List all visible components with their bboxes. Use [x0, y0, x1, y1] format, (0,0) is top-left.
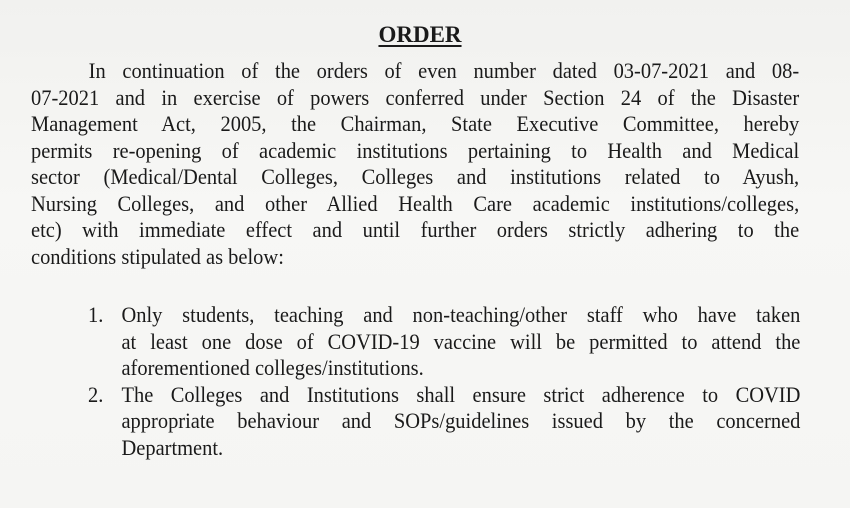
- conditions-list: [88, 302, 800, 461]
- order-title: ORDER: [378, 22, 462, 47]
- condition-item: [88, 382, 800, 462]
- paragraph-line: In continuation of the orders of even number dated 03-07-2021 and 08-: [88, 58, 800, 83]
- paragraph-line: 07-2021 and in exercise of powers conferred under Section 24 of the Disaster: [31, 84, 800, 110]
- condition-item: [88, 302, 800, 382]
- condition-line: Department.: [121, 434, 224, 460]
- paragraph-line: etc) with immediate effect and until further orders strictly adhering to the: [31, 217, 800, 242]
- paragraph-line: sector (Medical/Dental Colleges, Colleges and institutions related to Ayush,: [31, 164, 800, 189]
- condition-line: appropriate behaviour and SOPs/guidelines issued by the concerned: [121, 408, 801, 433]
- condition-line: at least one dose of COVID-19 vaccine will be permitted to attend the: [121, 328, 801, 354]
- paragraph-line: Management Act, 2005, the Chairman, State Executive Committee, hereby: [31, 111, 800, 136]
- condition-number: 1.: [88, 302, 104, 327]
- paragraph-line: permits re-opening of academic institutions pertaining to Health and Medical: [31, 137, 800, 163]
- condition-line: The Colleges and Institutions shall ensure strict adherence to COVID: [121, 381, 801, 407]
- paragraph-line: conditions stipulated as below:: [31, 243, 284, 269]
- condition-number: 2.: [88, 381, 104, 407]
- order-paragraph: [31, 58, 799, 270]
- paragraph-line: Nursing Colleges, and other Allied Health Care academic institutions/colleges,: [31, 190, 800, 216]
- condition-line: Only students, teaching and non-teaching/other staff who have taken: [121, 302, 801, 327]
- condition-line: aforementioned colleges/institutions.: [121, 355, 424, 380]
